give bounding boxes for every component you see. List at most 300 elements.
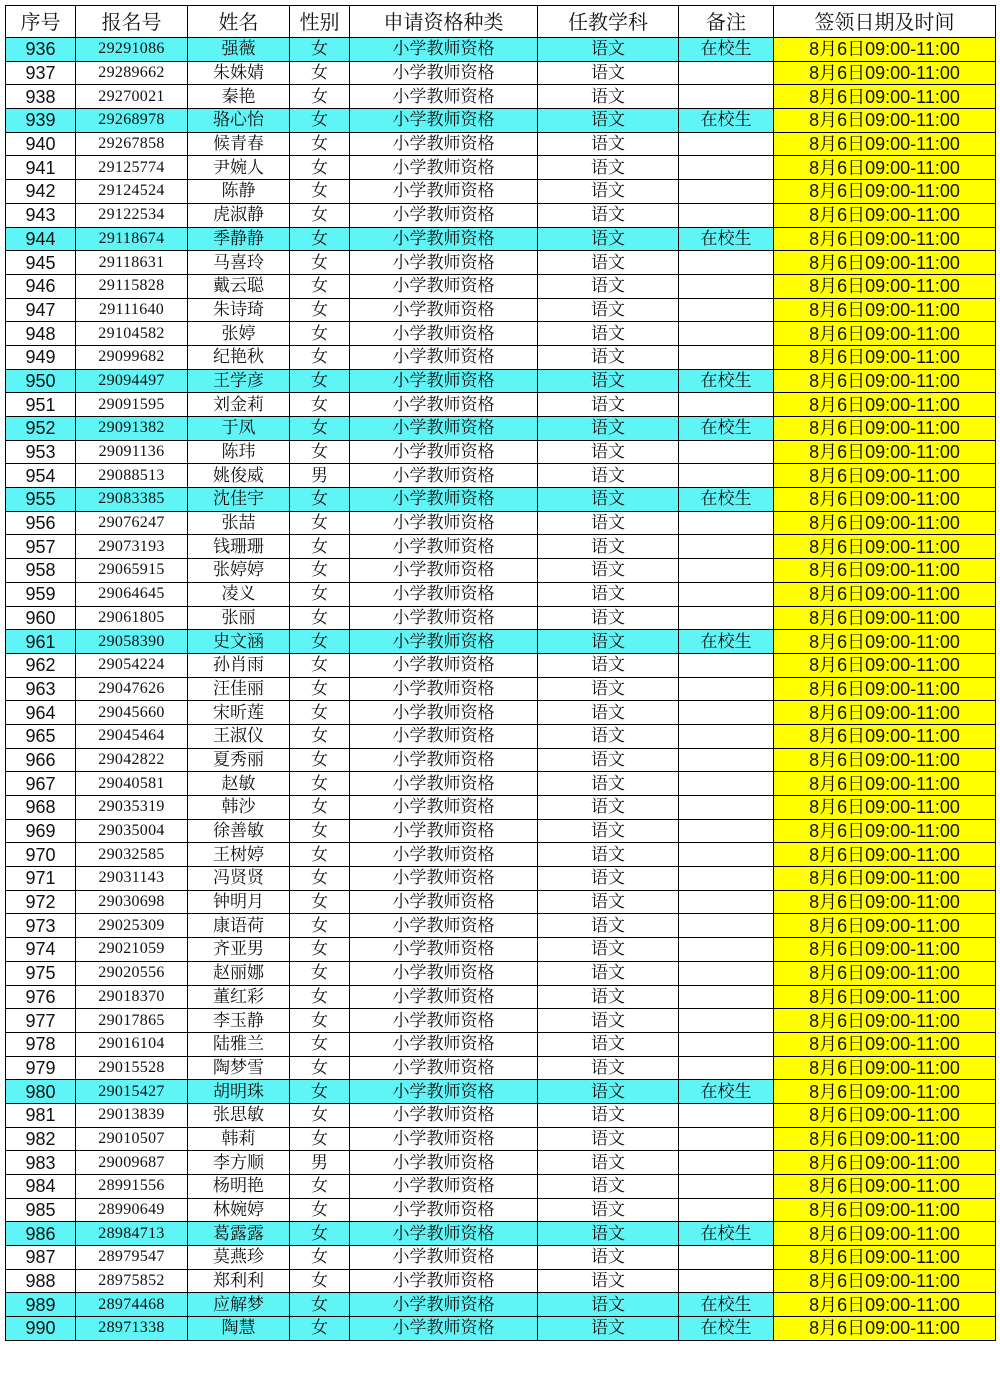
registration-number-cell: 29058390 (76, 630, 188, 654)
gender-cell: 女 (290, 61, 350, 85)
table-row (6, 109, 996, 133)
remarks-cell (679, 180, 774, 204)
remarks-cell (679, 653, 774, 677)
teaching-subject-cell: 语文 (538, 1056, 679, 1080)
teaching-subject-cell: 语文 (538, 274, 679, 298)
gender-cell: 女 (290, 511, 350, 535)
registration-number-cell: 28975852 (76, 1269, 188, 1293)
qualification-type-cell: 小学教师资格 (350, 345, 538, 369)
pickup-time-cell: 8月6日09:00-11:00 (774, 417, 996, 441)
gender-cell: 女 (290, 1198, 350, 1222)
remarks-cell (679, 748, 774, 772)
name-cell: 李玉静 (188, 1009, 290, 1033)
teaching-subject-cell: 语文 (538, 109, 679, 133)
name-cell: 虎淑静 (188, 203, 290, 227)
name-cell: 史文涵 (188, 630, 290, 654)
teaching-subject-cell: 语文 (538, 1080, 679, 1104)
gender-cell: 女 (290, 322, 350, 346)
serial-number-cell: 980 (6, 1080, 76, 1104)
registration-number-cell: 29076247 (76, 511, 188, 535)
serial-number-cell: 970 (6, 843, 76, 867)
header-name: 姓名 (188, 6, 290, 38)
pickup-time-cell: 8月6日09:00-11:00 (774, 630, 996, 654)
pickup-time-cell: 8月6日09:00-11:00 (774, 843, 996, 867)
name-cell: 康语荷 (188, 914, 290, 938)
serial-number-cell: 986 (6, 1222, 76, 1246)
teaching-subject-cell: 语文 (538, 677, 679, 701)
teaching-subject-cell: 语文 (538, 251, 679, 275)
qualification-type-cell: 小学教师资格 (350, 1317, 538, 1341)
table-row (6, 1009, 996, 1033)
pickup-time-cell: 8月6日09:00-11:00 (774, 345, 996, 369)
name-cell: 张思敏 (188, 1103, 290, 1127)
pickup-time-cell: 8月6日09:00-11:00 (774, 582, 996, 606)
name-cell: 莫燕珍 (188, 1246, 290, 1270)
serial-number-cell: 976 (6, 985, 76, 1009)
gender-cell: 女 (290, 1080, 350, 1104)
remarks-cell (679, 867, 774, 891)
teaching-subject-cell: 语文 (538, 843, 679, 867)
registration-number-cell: 29094497 (76, 369, 188, 393)
table-row (6, 843, 996, 867)
header-qualification-type: 申请资格种类 (350, 6, 538, 38)
qualification-type-cell: 小学教师资格 (350, 488, 538, 512)
remarks-cell (679, 535, 774, 559)
gender-cell: 女 (290, 1127, 350, 1151)
qualification-type-cell: 小学教师资格 (350, 938, 538, 962)
registration-number-cell: 28971338 (76, 1317, 188, 1341)
teaching-subject-cell: 语文 (538, 724, 679, 748)
gender-cell: 女 (290, 440, 350, 464)
gender-cell: 女 (290, 132, 350, 156)
pickup-time-cell: 8月6日09:00-11:00 (774, 251, 996, 275)
gender-cell: 女 (290, 1269, 350, 1293)
teaching-subject-cell: 语文 (538, 1127, 679, 1151)
table-row (6, 440, 996, 464)
pickup-time-cell: 8月6日09:00-11:00 (774, 1198, 996, 1222)
table-row (6, 890, 996, 914)
table-row (6, 488, 996, 512)
pickup-time-cell: 8月6日09:00-11:00 (774, 985, 996, 1009)
table-row (6, 1198, 996, 1222)
table-row (6, 132, 996, 156)
registration-number-cell: 29122534 (76, 203, 188, 227)
teaching-subject-cell: 语文 (538, 488, 679, 512)
teaching-subject-cell: 语文 (538, 345, 679, 369)
remarks-cell (679, 1198, 774, 1222)
gender-cell: 女 (290, 109, 350, 133)
teaching-subject-cell: 语文 (538, 961, 679, 985)
registration-number-cell: 28974468 (76, 1293, 188, 1317)
remarks-cell: 在校生 (679, 417, 774, 441)
qualification-type-cell: 小学教师资格 (350, 393, 538, 417)
remarks-cell: 在校生 (679, 488, 774, 512)
remarks-cell (679, 274, 774, 298)
teaching-subject-cell: 语文 (538, 38, 679, 62)
serial-number-cell: 962 (6, 653, 76, 677)
qualification-type-cell: 小学教师资格 (350, 1009, 538, 1033)
table-row (6, 630, 996, 654)
name-cell: 季静静 (188, 227, 290, 251)
table-row (6, 653, 996, 677)
teaching-subject-cell: 语文 (538, 1032, 679, 1056)
qualification-type-cell: 小学教师资格 (350, 369, 538, 393)
teaching-subject-cell: 语文 (538, 582, 679, 606)
table-row (6, 819, 996, 843)
qualification-type-cell: 小学教师资格 (350, 274, 538, 298)
qualification-type-cell: 小学教师资格 (350, 38, 538, 62)
name-cell: 郑利利 (188, 1269, 290, 1293)
gender-cell: 女 (290, 1009, 350, 1033)
remarks-cell: 在校生 (679, 109, 774, 133)
remarks-cell (679, 1175, 774, 1199)
serial-number-cell: 947 (6, 298, 76, 322)
remarks-cell: 在校生 (679, 38, 774, 62)
qualification-type-cell: 小学教师资格 (350, 464, 538, 488)
registration-number-cell: 29042822 (76, 748, 188, 772)
remarks-cell: 在校生 (679, 1317, 774, 1341)
gender-cell: 女 (290, 819, 350, 843)
name-cell: 凌义 (188, 582, 290, 606)
serial-number-cell: 984 (6, 1175, 76, 1199)
qualification-type-cell: 小学教师资格 (350, 1080, 538, 1104)
pickup-time-cell: 8月6日09:00-11:00 (774, 1151, 996, 1175)
gender-cell: 女 (290, 535, 350, 559)
table-header (6, 6, 996, 38)
teaching-subject-cell: 语文 (538, 298, 679, 322)
pickup-time-cell: 8月6日09:00-11:00 (774, 914, 996, 938)
qualification-type-cell: 小学教师资格 (350, 1269, 538, 1293)
serial-number-cell: 965 (6, 724, 76, 748)
name-cell: 林婉婷 (188, 1198, 290, 1222)
teaching-subject-cell: 语文 (538, 630, 679, 654)
serial-number-cell: 973 (6, 914, 76, 938)
name-cell: 徐善敏 (188, 819, 290, 843)
remarks-cell (679, 393, 774, 417)
qualification-type-cell: 小学教师资格 (350, 772, 538, 796)
registration-number-cell: 29016104 (76, 1032, 188, 1056)
pickup-time-cell: 8月6日09:00-11:00 (774, 677, 996, 701)
registration-number-cell: 29047626 (76, 677, 188, 701)
gender-cell: 女 (290, 890, 350, 914)
serial-number-cell: 958 (6, 559, 76, 583)
teaching-subject-cell: 语文 (538, 748, 679, 772)
qualification-type-cell: 小学教师资格 (350, 843, 538, 867)
name-cell: 王淑仪 (188, 724, 290, 748)
qualification-type-cell: 小学教师资格 (350, 227, 538, 251)
pickup-time-cell: 8月6日09:00-11:00 (774, 274, 996, 298)
remarks-cell (679, 251, 774, 275)
table-row (6, 1032, 996, 1056)
name-cell: 刘金莉 (188, 393, 290, 417)
pickup-time-cell: 8月6日09:00-11:00 (774, 796, 996, 820)
registration-number-cell: 29118674 (76, 227, 188, 251)
table-row (6, 393, 996, 417)
serial-number-cell: 956 (6, 511, 76, 535)
teaching-subject-cell: 语文 (538, 393, 679, 417)
teaching-subject-cell: 语文 (538, 1293, 679, 1317)
remarks-cell: 在校生 (679, 1080, 774, 1104)
name-cell: 宋昕莲 (188, 701, 290, 725)
table-row (6, 417, 996, 441)
pickup-time-cell: 8月6日09:00-11:00 (774, 772, 996, 796)
serial-number-cell: 967 (6, 772, 76, 796)
gender-cell: 男 (290, 1151, 350, 1175)
teaching-subject-cell: 语文 (538, 227, 679, 251)
registration-number-cell: 29088513 (76, 464, 188, 488)
registration-number-cell: 29021059 (76, 938, 188, 962)
remarks-cell (679, 1103, 774, 1127)
remarks-cell (679, 203, 774, 227)
table-row (6, 1175, 996, 1199)
qualification-type-cell: 小学教师资格 (350, 606, 538, 630)
registration-number-cell: 29032585 (76, 843, 188, 867)
serial-number-cell: 957 (6, 535, 76, 559)
table-row (6, 1293, 996, 1317)
qualification-type-cell: 小学教师资格 (350, 1293, 538, 1317)
name-cell: 沈佳宇 (188, 488, 290, 512)
qualification-type-cell: 小学教师资格 (350, 653, 538, 677)
remarks-cell (679, 961, 774, 985)
qualification-type-cell: 小学教师资格 (350, 1056, 538, 1080)
remarks-cell (679, 606, 774, 630)
table-row (6, 677, 996, 701)
pickup-time-cell: 8月6日09:00-11:00 (774, 132, 996, 156)
table-row (6, 914, 996, 938)
pickup-time-cell: 8月6日09:00-11:00 (774, 1222, 996, 1246)
registration-number-cell: 28979547 (76, 1246, 188, 1270)
serial-number-cell: 983 (6, 1151, 76, 1175)
pickup-time-cell: 8月6日09:00-11:00 (774, 1317, 996, 1341)
qualification-type-cell: 小学教师资格 (350, 1032, 538, 1056)
serial-number-cell: 942 (6, 180, 76, 204)
pickup-time-cell: 8月6日09:00-11:00 (774, 1127, 996, 1151)
gender-cell: 女 (290, 1032, 350, 1056)
teaching-subject-cell: 语文 (538, 1269, 679, 1293)
name-cell: 韩莉 (188, 1127, 290, 1151)
teaching-subject-cell: 语文 (538, 1317, 679, 1341)
pickup-time-cell: 8月6日09:00-11:00 (774, 559, 996, 583)
qualification-type-cell: 小学教师资格 (350, 985, 538, 1009)
serial-number-cell: 974 (6, 938, 76, 962)
registration-number-cell: 29009687 (76, 1151, 188, 1175)
serial-number-cell: 952 (6, 417, 76, 441)
serial-number-cell: 936 (6, 38, 76, 62)
registration-number-cell: 29025309 (76, 914, 188, 938)
remarks-cell (679, 85, 774, 109)
registration-number-cell: 29099682 (76, 345, 188, 369)
teaching-subject-cell: 语文 (538, 867, 679, 891)
name-cell: 马喜玲 (188, 251, 290, 275)
name-cell: 骆心怡 (188, 109, 290, 133)
qualification-type-cell: 小学教师资格 (350, 1127, 538, 1151)
remarks-cell (679, 345, 774, 369)
serial-number-cell: 953 (6, 440, 76, 464)
table-row (6, 345, 996, 369)
remarks-cell: 在校生 (679, 227, 774, 251)
qualification-type-cell: 小学教师资格 (350, 85, 538, 109)
serial-number-cell: 978 (6, 1032, 76, 1056)
teaching-subject-cell: 语文 (538, 322, 679, 346)
registration-number-cell: 29091382 (76, 417, 188, 441)
pickup-time-cell: 8月6日09:00-11:00 (774, 819, 996, 843)
pickup-time-cell: 8月6日09:00-11:00 (774, 748, 996, 772)
table-row (6, 203, 996, 227)
gender-cell: 女 (290, 393, 350, 417)
qualification-type-cell: 小学教师资格 (350, 1246, 538, 1270)
name-cell: 陈玮 (188, 440, 290, 464)
serial-number-cell: 938 (6, 85, 76, 109)
registration-number-cell: 29268978 (76, 109, 188, 133)
registration-number-cell: 29091595 (76, 393, 188, 417)
name-cell: 应解梦 (188, 1293, 290, 1317)
registration-number-cell: 29035004 (76, 819, 188, 843)
remarks-cell (679, 1127, 774, 1151)
serial-number-cell: 954 (6, 464, 76, 488)
gender-cell: 女 (290, 251, 350, 275)
pickup-time-cell: 8月6日09:00-11:00 (774, 227, 996, 251)
teaching-subject-cell: 语文 (538, 914, 679, 938)
remarks-cell (679, 843, 774, 867)
serial-number-cell: 949 (6, 345, 76, 369)
registration-number-cell: 29104582 (76, 322, 188, 346)
registration-number-cell: 29015427 (76, 1080, 188, 1104)
registration-number-cell: 29031143 (76, 867, 188, 891)
table-row (6, 1317, 996, 1341)
qualification-type-cell: 小学教师资格 (350, 748, 538, 772)
gender-cell: 女 (290, 701, 350, 725)
serial-number-cell: 946 (6, 274, 76, 298)
qualification-type-cell: 小学教师资格 (350, 1103, 538, 1127)
teaching-subject-cell: 语文 (538, 890, 679, 914)
name-cell: 钱珊珊 (188, 535, 290, 559)
teaching-subject-cell: 语文 (538, 1103, 679, 1127)
gender-cell: 女 (290, 1103, 350, 1127)
serial-number-cell: 977 (6, 1009, 76, 1033)
teaching-subject-cell: 语文 (538, 819, 679, 843)
teaching-subject-cell: 语文 (538, 559, 679, 583)
pickup-time-cell: 8月6日09:00-11:00 (774, 61, 996, 85)
serial-number-cell: 960 (6, 606, 76, 630)
serial-number-cell: 989 (6, 1293, 76, 1317)
registration-number-cell: 29091136 (76, 440, 188, 464)
pickup-time-cell: 8月6日09:00-11:00 (774, 38, 996, 62)
gender-cell: 女 (290, 298, 350, 322)
pickup-time-cell: 8月6日09:00-11:00 (774, 890, 996, 914)
registration-number-cell: 29035319 (76, 796, 188, 820)
pickup-time-cell: 8月6日09:00-11:00 (774, 701, 996, 725)
table-row (6, 938, 996, 962)
remarks-cell (679, 796, 774, 820)
serial-number-cell: 969 (6, 819, 76, 843)
serial-number-cell: 972 (6, 890, 76, 914)
remarks-cell: 在校生 (679, 369, 774, 393)
pickup-time-cell: 8月6日09:00-11:00 (774, 724, 996, 748)
registration-number-cell: 28990649 (76, 1198, 188, 1222)
table-row (6, 511, 996, 535)
remarks-cell (679, 1151, 774, 1175)
teaching-subject-cell: 语文 (538, 606, 679, 630)
qualification-type-cell: 小学教师资格 (350, 961, 538, 985)
teaching-subject-cell: 语文 (538, 61, 679, 85)
registration-number-cell: 29115828 (76, 274, 188, 298)
teaching-subject-cell: 语文 (538, 1246, 679, 1270)
serial-number-cell: 985 (6, 1198, 76, 1222)
header-pickup-time: 签领日期及时间 (774, 6, 996, 38)
table-row (6, 1056, 996, 1080)
registration-number-cell: 29111640 (76, 298, 188, 322)
gender-cell: 女 (290, 369, 350, 393)
remarks-cell (679, 1009, 774, 1033)
remarks-cell: 在校生 (679, 1222, 774, 1246)
gender-cell: 女 (290, 961, 350, 985)
serial-number-cell: 968 (6, 796, 76, 820)
teaching-subject-cell: 语文 (538, 156, 679, 180)
name-cell: 齐亚男 (188, 938, 290, 962)
teaching-subject-cell: 语文 (538, 180, 679, 204)
pickup-time-cell: 8月6日09:00-11:00 (774, 867, 996, 891)
pickup-time-cell: 8月6日09:00-11:00 (774, 464, 996, 488)
registration-number-cell: 29040581 (76, 772, 188, 796)
qualification-type-cell: 小学教师资格 (350, 724, 538, 748)
gender-cell: 女 (290, 345, 350, 369)
table-body (6, 38, 996, 1341)
serial-number-cell: 961 (6, 630, 76, 654)
remarks-cell (679, 511, 774, 535)
serial-number-cell: 940 (6, 132, 76, 156)
qualification-type-cell: 小学教师资格 (350, 251, 538, 275)
registration-number-cell: 28991556 (76, 1175, 188, 1199)
header-gender: 性别 (290, 6, 350, 38)
remarks-cell (679, 298, 774, 322)
name-cell: 尹婉人 (188, 156, 290, 180)
teaching-subject-cell: 语文 (538, 369, 679, 393)
table-row (6, 961, 996, 985)
pickup-time-cell: 8月6日09:00-11:00 (774, 1032, 996, 1056)
registration-number-cell: 29073193 (76, 535, 188, 559)
remarks-cell: 在校生 (679, 630, 774, 654)
table-row (6, 1103, 996, 1127)
serial-number-cell: 955 (6, 488, 76, 512)
registration-number-cell: 29045660 (76, 701, 188, 725)
registration-number-cell: 29054224 (76, 653, 188, 677)
gender-cell: 女 (290, 867, 350, 891)
pickup-time-cell: 8月6日09:00-11:00 (774, 938, 996, 962)
qualification-type-cell: 小学教师资格 (350, 1175, 538, 1199)
name-cell: 陶慧 (188, 1317, 290, 1341)
registration-number-cell: 29289662 (76, 61, 188, 85)
serial-number-cell: 963 (6, 677, 76, 701)
pickup-time-cell: 8月6日09:00-11:00 (774, 298, 996, 322)
registration-number-cell: 29020556 (76, 961, 188, 985)
qualification-type-cell: 小学教师资格 (350, 61, 538, 85)
table-row (6, 227, 996, 251)
serial-number-cell: 951 (6, 393, 76, 417)
name-cell: 韩沙 (188, 796, 290, 820)
table-row (6, 61, 996, 85)
name-cell: 赵敏 (188, 772, 290, 796)
registration-number-cell: 29010507 (76, 1127, 188, 1151)
name-cell: 陆雅兰 (188, 1032, 290, 1056)
table-row (6, 38, 996, 62)
qualification-type-cell: 小学教师资格 (350, 890, 538, 914)
table-row (6, 251, 996, 275)
header-registration-number: 报名号 (76, 6, 188, 38)
pickup-time-cell: 8月6日09:00-11:00 (774, 653, 996, 677)
pickup-time-cell: 8月6日09:00-11:00 (774, 1080, 996, 1104)
serial-number-cell: 945 (6, 251, 76, 275)
remarks-cell (679, 1056, 774, 1080)
